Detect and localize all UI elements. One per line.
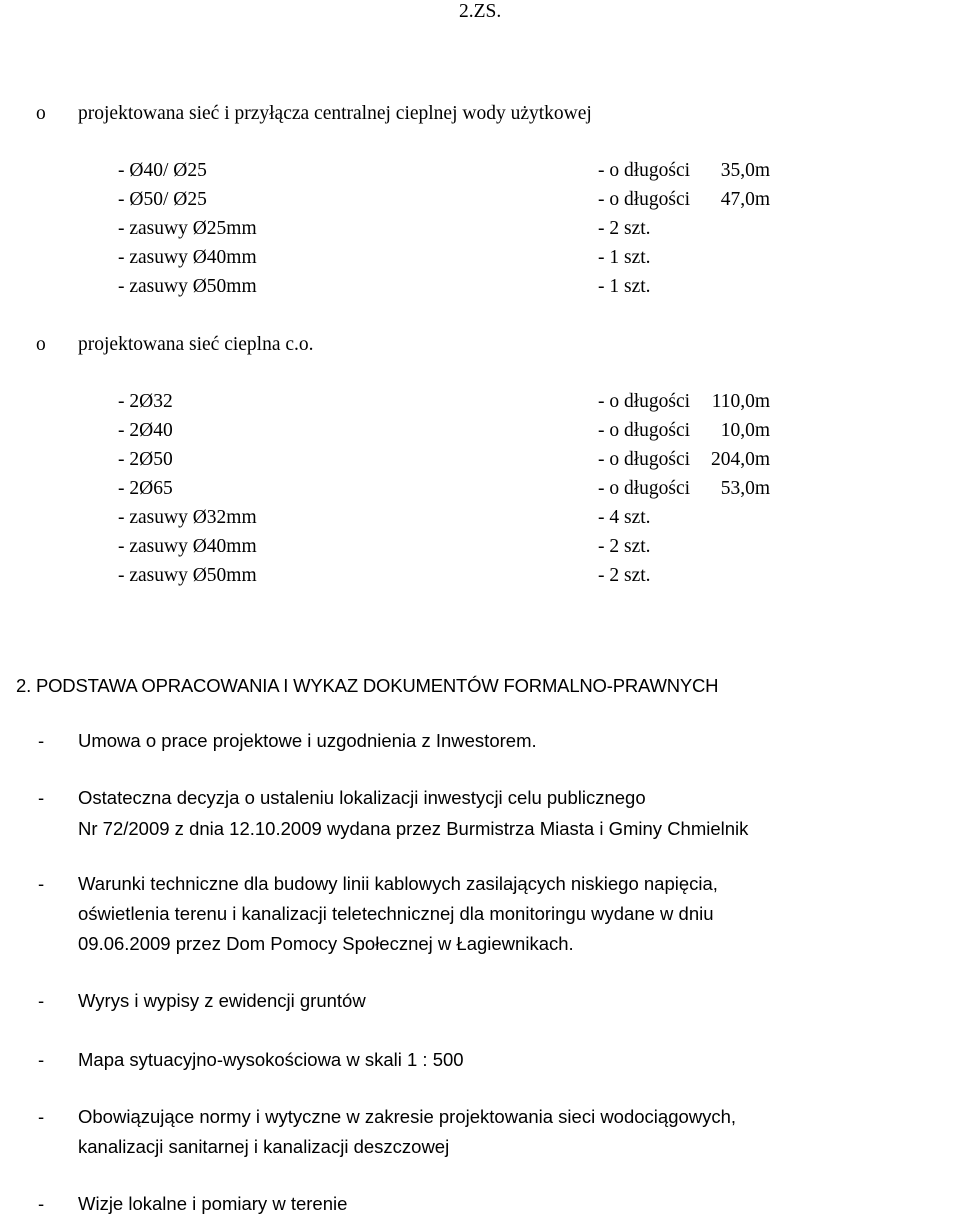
- item-right: - o długości 204,0m: [598, 449, 771, 470]
- section-heading: 2. PODSTAWA OPRACOWANIA I WYKAZ DOKUMENTÓW FORMALNO-PRAWNYCH: [16, 675, 719, 696]
- item-left: - zasuwy Ø25mm: [118, 218, 257, 239]
- item-right: - 2 szt.: [598, 565, 651, 586]
- item-right: - 1 szt.: [598, 276, 651, 297]
- section-bullet: o: [36, 103, 46, 124]
- list-item: [0, 532, 960, 561]
- item-right: - o długości 10,0m: [598, 420, 771, 441]
- item-left: - 2Ø40: [118, 420, 173, 441]
- list-dash: -: [38, 730, 45, 751]
- section-bullet: o: [36, 334, 46, 355]
- list-item: [0, 445, 960, 474]
- list-item: [0, 503, 960, 532]
- section-title: projektowana sieć cieplna c.o.: [78, 334, 314, 355]
- list-dash: -: [38, 990, 45, 1011]
- item-right: - o długości 35,0m: [598, 160, 771, 181]
- list-dash: -: [38, 1106, 45, 1127]
- item-left: - Ø50/ Ø25: [118, 189, 207, 210]
- list-item: [0, 185, 960, 214]
- list-dash: -: [38, 873, 45, 894]
- item-right: - 4 szt.: [598, 507, 651, 528]
- document-line: 09.06.2009 przez Dom Pomocy Społecznej w Łagiewnikach.: [78, 933, 574, 954]
- list-item: [0, 272, 960, 301]
- document-line: Umowa o prace projektowe i uzgodnienia z Inwestorem.: [78, 730, 537, 751]
- document-line: oświetlenia terenu i kanalizacji teletechnicznej dla monitoringu wydane w dniu: [78, 903, 714, 924]
- list-item: [0, 561, 960, 590]
- document-line: Mapa sytuacyjno-wysokościowa w skali 1 : 500: [78, 1049, 464, 1070]
- item-left: - zasuwy Ø50mm: [118, 565, 257, 586]
- list-dash: -: [38, 1193, 45, 1214]
- page-reference: 2.ZS.: [459, 1, 502, 22]
- list-item: [0, 214, 960, 243]
- item-left: - Ø40/ Ø25: [118, 160, 207, 181]
- list-item: [0, 416, 960, 445]
- list-item: [0, 387, 960, 416]
- list-item: [0, 474, 960, 503]
- item-right: - o długości 110,0m: [598, 391, 771, 412]
- item-left: - 2Ø65: [118, 478, 173, 499]
- section-title: projektowana sieć i przyłącza centralnej cieplnej wody użytkowej: [78, 103, 592, 124]
- item-right: - o długości 47,0m: [598, 189, 771, 210]
- list-dash: -: [38, 1049, 45, 1070]
- document-line: Obowiązujące normy i wytyczne w zakresie projektowania sieci wodociągowych,: [78, 1106, 737, 1127]
- item-left: - zasuwy Ø50mm: [118, 276, 257, 297]
- list-item: [0, 156, 960, 185]
- document-line: Nr 72/2009 z dnia 12.10.2009 wydana przez Burmistrza Miasta i Gminy Chmielnik: [78, 818, 749, 839]
- item-left: - 2Ø32: [118, 391, 173, 412]
- item-right: - 1 szt.: [598, 247, 651, 268]
- document-line: Wizje lokalne i pomiary w terenie: [78, 1193, 348, 1214]
- document-line: kanalizacji sanitarnej i kanalizacji deszczowej: [78, 1136, 450, 1157]
- list-dash: -: [38, 787, 45, 808]
- item-right: - 2 szt.: [598, 218, 651, 239]
- document-line: Warunki techniczne dla budowy linii kablowych zasilających niskiego napięcia,: [78, 873, 718, 894]
- item-right: - o długości 53,0m: [598, 478, 771, 499]
- list-item: [0, 243, 960, 272]
- item-left: - 2Ø50: [118, 449, 173, 470]
- document-line: Ostateczna decyzja o ustaleniu lokalizacji inwestycji celu publicznego: [78, 787, 646, 808]
- item-left: - zasuwy Ø40mm: [118, 536, 257, 557]
- item-right: - 2 szt.: [598, 536, 651, 557]
- document-line: Wyrys i wypisy z ewidencji gruntów: [78, 990, 366, 1011]
- item-left: - zasuwy Ø32mm: [118, 507, 257, 528]
- item-left: - zasuwy Ø40mm: [118, 247, 257, 268]
